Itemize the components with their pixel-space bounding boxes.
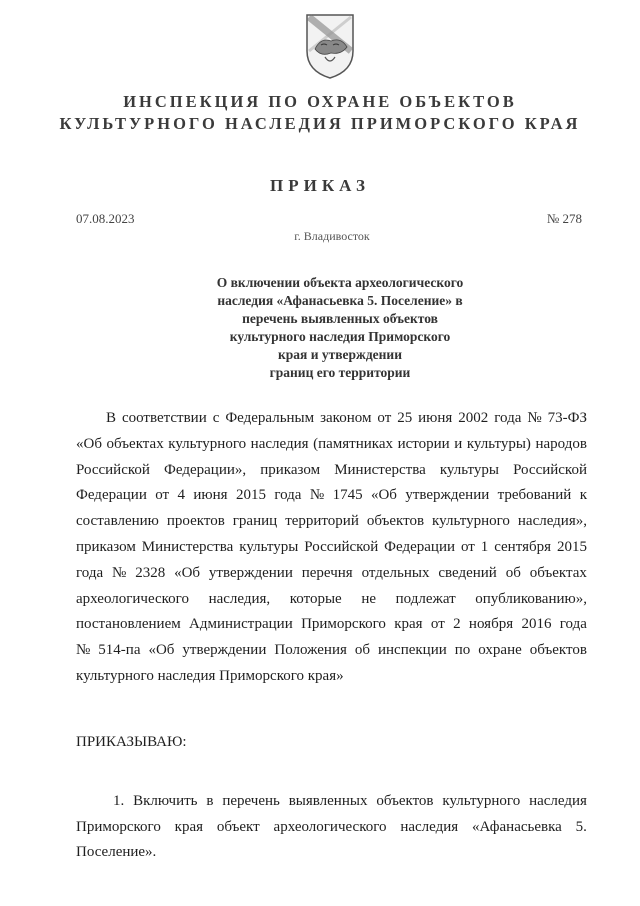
word: объектов — [529, 642, 587, 659]
word: 1. — [113, 793, 125, 809]
word: народов — [535, 435, 587, 452]
word: края — [394, 616, 423, 633]
word: от — [377, 410, 392, 426]
subject-line: границ его территории — [269, 365, 411, 380]
word: приказом — [76, 538, 136, 555]
word: территорий — [285, 513, 359, 530]
word: опубликованию», — [475, 590, 587, 607]
word: археологического — [273, 818, 387, 835]
word: объектов — [376, 793, 434, 809]
preamble-line — [76, 535, 587, 561]
subject-line: наследия «Афанасьевка 5. Поселение» в — [217, 293, 463, 308]
word: № — [527, 410, 542, 426]
word: В — [106, 410, 117, 426]
word: 2015 — [235, 487, 266, 504]
word: наследия — [529, 793, 587, 809]
word: объектов — [366, 513, 425, 530]
preamble-line — [76, 561, 587, 587]
word: культурного — [168, 435, 247, 452]
order-item-1 — [76, 789, 587, 866]
word: «Афанасьевка — [472, 818, 562, 835]
word: в — [206, 793, 214, 809]
word: наследия — [250, 435, 309, 452]
preamble-line — [76, 406, 587, 432]
word: 4 — [177, 487, 185, 504]
word: от — [430, 616, 445, 633]
word: перечня — [301, 564, 353, 581]
document-date: 07.08.2023 — [76, 211, 135, 226]
item-line — [76, 815, 587, 841]
word: Администрации — [189, 616, 293, 633]
organization-name-line-1: ИНСПЕКЦИЯ ПО ОХРАНЕ ОБЪЕКТОВ — [123, 92, 517, 111]
word: Федерации», — [164, 461, 247, 478]
word: наследия, — [208, 590, 271, 607]
preamble-line — [76, 612, 587, 638]
word: ноября — [468, 616, 514, 633]
word: приказом — [260, 461, 321, 478]
word: культуры) — [466, 435, 531, 452]
order-directive-word: ПРИКАЗЫВАЮ: — [76, 734, 187, 750]
word: Министерства — [334, 461, 426, 478]
word: к — [579, 487, 587, 504]
preamble-line — [76, 587, 587, 613]
word: Российской — [513, 461, 587, 478]
word: сведений — [438, 564, 497, 581]
word: с — [212, 410, 220, 426]
word: 2328 — [135, 564, 166, 581]
item-line: Поселение». — [76, 844, 157, 860]
word: археологического — [76, 590, 189, 607]
word: от — [460, 538, 475, 555]
word: культуры — [239, 538, 299, 555]
word: Российской — [76, 461, 150, 478]
word: 5. — [575, 818, 587, 835]
document-type-title: ПРИКАЗ — [270, 176, 370, 195]
word: постановлением — [76, 616, 181, 633]
preamble-paragraph — [76, 406, 587, 690]
word: наследия», — [517, 513, 587, 530]
preamble-line — [76, 458, 587, 484]
word: составлению — [76, 513, 159, 530]
word: (памятниках — [313, 435, 393, 452]
word: «Об — [148, 642, 175, 659]
word: июня — [193, 487, 228, 504]
subject-line: культурного наследия Приморского — [229, 329, 451, 344]
word: года — [274, 487, 302, 504]
word: года — [559, 616, 587, 633]
word: требований — [497, 487, 572, 504]
word: «Об — [370, 487, 397, 504]
word: № — [76, 642, 91, 659]
word: культурного — [442, 793, 521, 809]
preamble-line — [76, 432, 587, 458]
subject-line: края и утверждении — [278, 347, 402, 362]
word: объектах — [106, 435, 164, 452]
word: Федерации — [76, 487, 147, 504]
word: Российской — [304, 538, 379, 555]
word: отдельных — [361, 564, 430, 581]
preamble-line — [76, 483, 587, 509]
word: Положения — [274, 642, 347, 659]
word: истории — [397, 435, 450, 452]
item-line — [76, 789, 587, 815]
word: 73-ФЗ — [547, 410, 587, 426]
word: инспекции — [378, 642, 447, 659]
word: охране — [478, 642, 522, 659]
word: Приморского — [301, 616, 386, 633]
word: выявленных — [288, 793, 368, 809]
preamble-line: культурного наследия Приморского края» — [76, 667, 344, 684]
subject-line: О включении объекта археологического — [216, 275, 464, 290]
word: Министерства — [141, 538, 234, 555]
coat-of-arms-emblem — [301, 11, 359, 81]
subject-line: перечень выявленных объектов — [242, 311, 438, 326]
word: Федеральным — [225, 410, 315, 426]
word: культурного — [432, 513, 510, 530]
word: соответствии — [121, 410, 207, 426]
preamble-line — [76, 509, 587, 535]
word: № — [112, 564, 127, 581]
word: 1 — [480, 538, 489, 555]
word: 2016 — [521, 616, 552, 633]
word: «Об — [76, 435, 102, 452]
word: 514-па — [98, 642, 141, 659]
word: наследия — [400, 818, 459, 835]
word: об — [354, 642, 371, 659]
word: 2002 — [458, 410, 489, 426]
word: сентября — [494, 538, 552, 555]
word: объектах — [529, 564, 587, 581]
word: культуры — [439, 461, 499, 478]
word: Включить — [133, 793, 198, 809]
word: «Об — [174, 564, 201, 581]
word: 1745 — [332, 487, 363, 504]
word: проектов — [166, 513, 225, 530]
word: Приморского — [76, 818, 161, 835]
word: которые — [289, 590, 342, 607]
preamble-line — [76, 638, 587, 664]
word: перечень — [222, 793, 280, 809]
word: утверждении — [182, 642, 267, 659]
word: законом — [320, 410, 372, 426]
word: июня — [418, 410, 453, 426]
word: № — [309, 487, 325, 504]
order-subject — [140, 274, 540, 382]
word: подлежат — [395, 590, 456, 607]
word: объект — [216, 818, 260, 835]
word: 2 — [453, 616, 461, 633]
document-city: г. Владивосток — [294, 229, 370, 243]
word: и — [454, 435, 463, 452]
word: не — [361, 590, 376, 607]
word: об — [505, 564, 521, 581]
word: утверждении — [208, 564, 293, 581]
word: 25 — [397, 410, 413, 426]
word: от — [155, 487, 170, 504]
word: года — [76, 564, 104, 581]
organization-name-line-2: КУЛЬТУРНОГО НАСЛЕДИЯ ПРИМОРСКОГО КРАЯ — [59, 114, 581, 133]
word: края — [174, 818, 204, 835]
document-number: № 278 — [546, 211, 582, 226]
word: по — [454, 642, 471, 659]
word: утверждении — [405, 487, 490, 504]
word: 2015 — [556, 538, 587, 555]
word: Федерации — [384, 538, 456, 555]
word: границ — [232, 513, 278, 530]
word: года — [494, 410, 522, 426]
